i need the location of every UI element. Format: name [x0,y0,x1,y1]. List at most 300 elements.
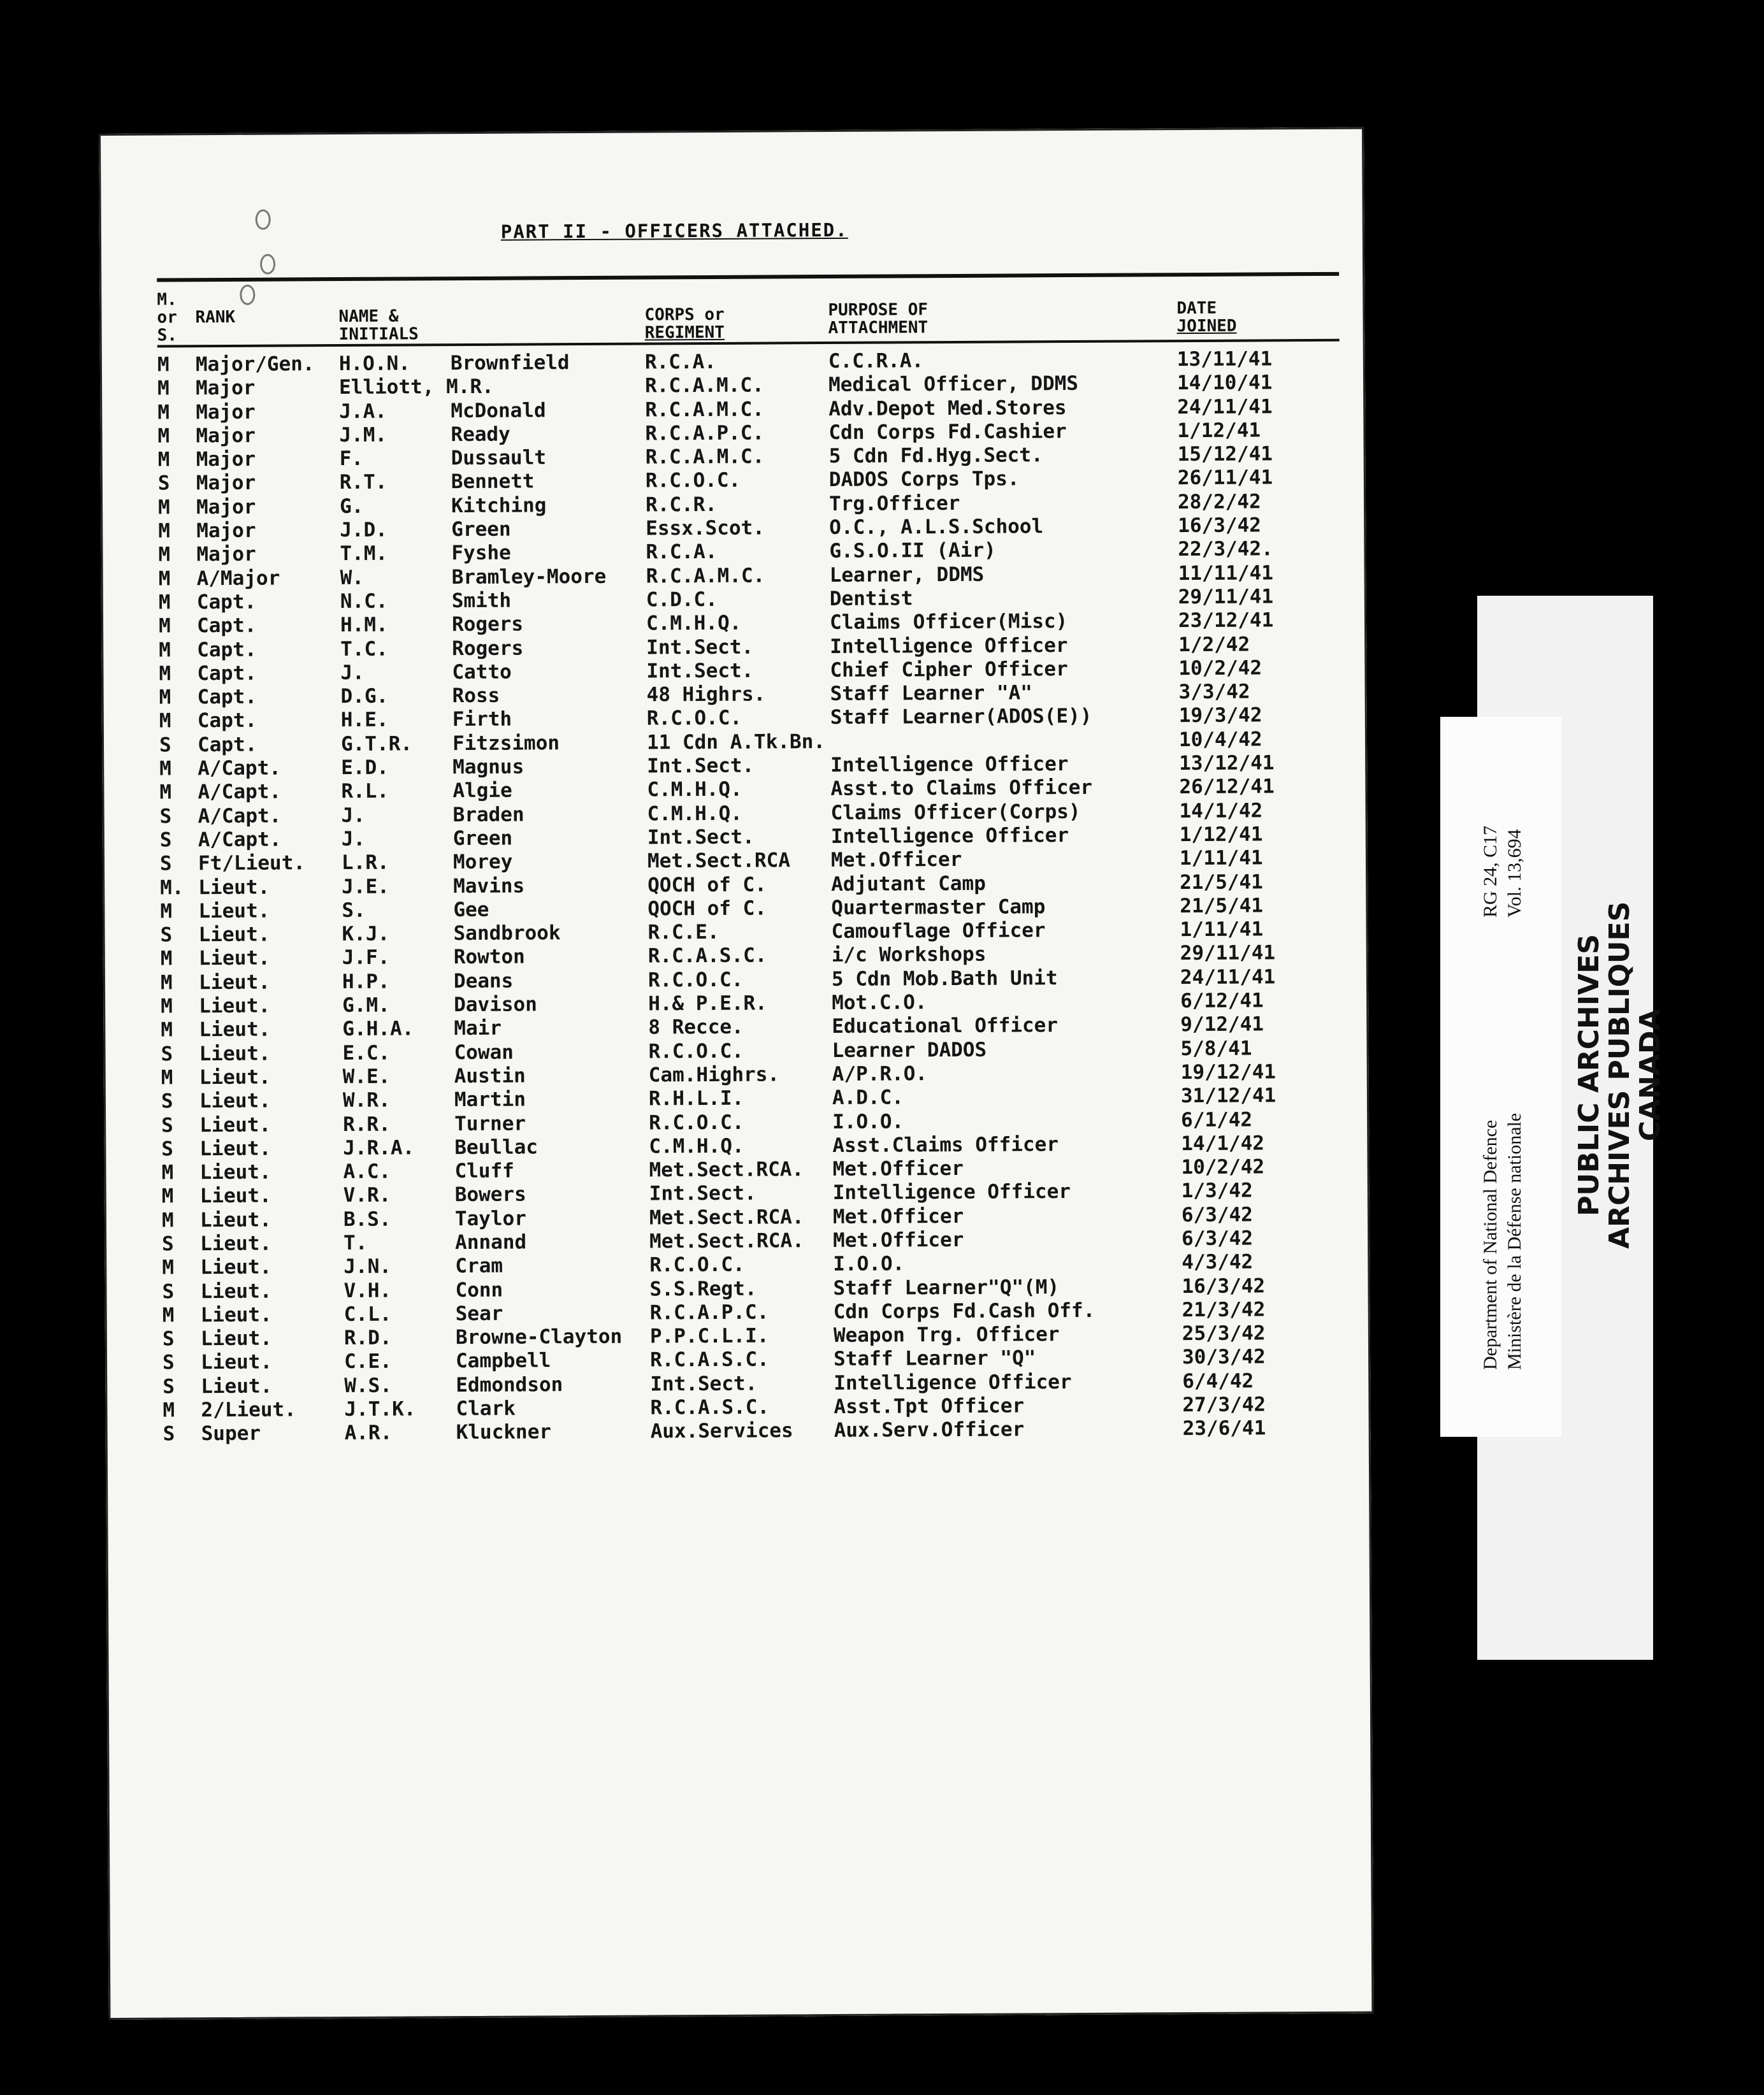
cell-ms: S [161,1042,173,1066]
cell-surname: Martin [454,1088,526,1112]
cell-rank: Super [201,1422,261,1446]
cell-init: J.F. [342,946,390,970]
cell-corps: S.S.Regt. [649,1277,757,1301]
cell-surname: Braden [452,803,524,826]
cell-date: 23/12/41 [1178,608,1274,633]
cell-purpose: Staff Learner "Q" [833,1346,1036,1371]
cell-init: G. [339,494,364,518]
cell-corps: R.C.A.S.C. [650,1395,770,1420]
cell-surname: Conn [455,1278,503,1302]
cell-date: 14/10/41 [1176,371,1273,395]
cell-surname: Clark [456,1397,516,1421]
cell-corps: C.D.C. [646,587,718,612]
cell-surname: Mavins [453,874,525,898]
cell-init: J.E. [342,875,389,898]
cell-corps: Essx.Scot. [646,516,765,540]
cell-ms: M [157,401,170,424]
cell-surname: Morey [452,850,513,874]
cell-rank: Lieut. [198,899,270,923]
cell-init: J.N. [343,1255,392,1279]
cell-rank: Major [196,472,256,495]
document-page [99,127,1373,2020]
header-top-rule [157,272,1339,282]
cell-purpose: Chief Cipher Officer [830,657,1068,682]
cell-ms: M [157,448,170,472]
cell-corps: R.C.A. [646,540,718,564]
cell-rank: Lieut. [198,947,270,970]
cell-corps: R.C.O.C. [649,1253,745,1277]
cell-date: 1/11/41 [1179,846,1263,870]
cell-rank: Lieut. [199,994,271,1018]
cell-date: 10/2/42 [1181,1155,1265,1179]
cell-rank: Lieut. [199,1160,271,1184]
cell-date: 4/3/42 [1182,1250,1254,1274]
header-mors: M. or S. [157,290,178,345]
cell-purpose: Learner DADOS [832,1038,987,1062]
cell-date: 10/4/42 [1178,728,1262,751]
cell-ms: M. [160,875,184,900]
cell-surname: Gee [453,898,489,921]
cell-rank: Lieut. [201,1374,273,1398]
cell-surname: Sear [455,1302,503,1325]
cell-corps: Aux.Services [650,1419,793,1443]
cell-purpose: Dentist [829,587,913,610]
cell-purpose: Intelligence Officer [830,633,1068,658]
cell-date: 6/3/42 [1182,1227,1254,1251]
cell-date: 6/1/42 [1181,1108,1253,1132]
header-purpose: PURPOSE OF ATTACHMENT [828,300,929,338]
cell-corps: H.& P.E.R. [648,991,767,1016]
cell-corps: R.C.A.P.C. [645,421,765,445]
cell-corps: QOCH of C. [647,873,767,897]
cell-corps: Met.Sect.RCA. [649,1158,804,1182]
cell-surname: Ready [451,422,510,447]
cell-rank: Lieut. [198,875,270,899]
cell-date: 24/11/41 [1177,394,1273,419]
cell-corps: R.C.A.M.C. [645,445,765,469]
cell-ms: M [162,1304,175,1327]
cell-rank: Lieut. [201,1351,273,1374]
cell-rank: Major [195,377,256,400]
cell-ms: M [157,353,170,377]
cell-date: 1/12/41 [1177,419,1261,443]
cell-corps: C.M.H.Q. [649,1134,744,1158]
cell-purpose: I.O.O. [832,1109,904,1134]
cell-init: F. [339,447,364,471]
cell-ms: M [157,424,170,448]
cell-date: 19/12/41 [1180,1060,1276,1084]
cell-rank: Ft/Lieut. [198,851,306,875]
cell-purpose: Claims Officer(Misc) [829,610,1068,635]
cell-purpose: Met.Officer [830,848,962,872]
cell-purpose: Asst.to Claims Officer [830,776,1093,801]
cell-date: 16/3/42 [1178,514,1261,538]
cell-init: J. [341,827,366,851]
cell-purpose: Cdn Corps Fd.Cashier [828,419,1067,444]
cell-corps: R.H.L.I. [648,1086,744,1111]
cell-init: T.C. [340,637,388,661]
cell-ms: M [158,543,171,566]
cell-rank: Lieut. [200,1303,272,1327]
cell-ms: M [161,1161,174,1184]
cell-ms: M [161,1018,173,1042]
cell-date: 6/12/41 [1180,989,1264,1013]
cell-ms: M [161,1209,174,1232]
cell-ms: M [159,686,171,709]
cell-corps: R.C.O.C. [649,1111,744,1135]
cell-date: 29/11/41 [1180,941,1276,965]
cell-rank: Major/Gen. [195,352,315,377]
cell-surname: Annand [455,1230,527,1255]
cell-surname: Rogers [451,612,524,637]
cell-surname: Brownfield [450,351,570,375]
cell-surname: Cowan [454,1040,514,1064]
cell-date: 1/11/41 [1180,918,1264,942]
cell-surname: Smith [451,589,512,613]
cell-init: E.C. [342,1041,391,1065]
cell-date: 28/2/42 [1177,490,1261,514]
cell-init: A.R. [344,1421,393,1445]
cell-ms: M [157,496,170,519]
cell-corps: R.C.R. [645,493,718,517]
cell-init: V.H. [343,1279,392,1302]
cell-date: 14/1/42 [1179,799,1263,823]
cell-date: 10/2/42 [1178,656,1262,680]
archive-stamp-line: PUBLIC ARCHIVES [1573,933,1605,1216]
cell-purpose: Asst.Claims Officer [832,1132,1059,1157]
cell-corps: 48 Highrs. [646,682,766,707]
cell-rank: A/Major [196,566,280,590]
archive-stamp-line: CANADA [1634,1009,1666,1142]
cell-date: 30/3/42 [1182,1345,1266,1369]
cell-corps: R.C.O.C. [646,707,742,730]
cell-date: 9/12/41 [1180,1012,1264,1037]
cell-ms: M [161,995,173,1018]
cell-ms: M [159,638,171,662]
cell-init: G.M. [342,993,390,1018]
cell-purpose: Learner, DDMS [829,563,985,587]
cell-corps: R.C.A. [644,350,716,374]
punch-hole [240,285,255,305]
cell-ms: M [159,757,171,781]
cell-init: T. [343,1231,368,1255]
cell-corps: R.C.O.C. [645,469,741,493]
header-name: NAME & INITIALS [338,306,419,345]
cell-ms: S [162,1279,175,1304]
cell-surname: Sandbrook [453,921,561,946]
cell-init: J. [340,661,365,684]
cell-corps: R.C.A.S.C. [647,944,767,968]
cell-ms: M [158,614,171,638]
cell-surname: Green [451,517,511,542]
punch-hole [260,254,275,275]
cell-init: N.C. [340,589,388,613]
cell-corps: QOCH of C. [647,896,767,921]
archive-stamp [1574,902,1666,1249]
cell-rank: Lieut. [199,1042,271,1065]
cell-init: R.T. [339,471,387,494]
cell-ms: M [158,591,171,614]
cell-purpose: Adjutant Camp [831,872,986,896]
page-title: PART II - OFFICERS ATTACHED. [500,219,848,243]
cell-init: S. [342,898,366,922]
cell-ms: S [161,1090,173,1113]
department-fr: Ministère de la Défense nationale [1504,1112,1525,1370]
cell-corps: Int.Sect. [650,1372,758,1396]
cell-corps: Int.Sect. [646,635,754,659]
cell-rank: A/Capt. [198,804,282,828]
cell-purpose: Adv.Depot Med.Stores [828,396,1067,421]
cell-rank: Lieut. [200,1279,272,1303]
cell-corps: Int.Sect. [649,1182,756,1206]
cell-ms: M [161,1184,174,1208]
cell-rank: Lieut. [200,1232,272,1256]
cell-ms: S [162,1232,174,1256]
cell-surname: Turner [454,1112,526,1135]
cell-ms: S [162,1327,175,1351]
cell-surname: Davison [454,993,537,1017]
cell-init: J.R.A. [343,1136,415,1160]
cell-ms: S [159,733,171,757]
cell-init: E.D. [341,756,389,780]
cell-corps: R.C.A.M.C. [645,398,765,422]
cell-purpose: Quartermaster Camp [831,895,1046,919]
cell-ms: S [157,472,170,496]
cell-init: H.O.N. [338,352,410,376]
cell-corps: Int.Sect. [646,659,754,683]
cell-rank: 2/Lieut. [201,1398,296,1422]
cell-corps: Met.Sect.RCA. [649,1205,804,1230]
cell-rank: Lieut. [199,1065,271,1090]
cell-init: R.L. [341,779,389,803]
cell-date: 21/3/42 [1182,1298,1266,1322]
reference-volume: Vol. 13,694 [1504,829,1525,918]
reference-text [1478,826,1527,918]
cell-rank: Capt. [196,614,257,638]
cell-surname: Algie [452,779,512,803]
cell-init: A.C. [343,1160,391,1184]
cell-rank: Lieut. [199,1089,271,1113]
cell-surname: Catto [452,660,512,684]
cell-surname: Fitzsimon [452,731,560,755]
cell-purpose: Intelligence Officer [830,752,1069,777]
cell-ms: M [158,567,171,591]
cell-init: R.D. [343,1326,392,1350]
cell-init: J.T.K. [344,1397,416,1422]
cell-init: Elliott, M.R. [338,375,494,400]
cell-corps: C.M.H.Q. [647,802,743,826]
cell-surname: Green [452,826,513,851]
cell-rank: Major [196,400,256,424]
cell-init: D.G. [340,684,389,709]
cell-date: 23/6/41 [1182,1416,1266,1441]
cell-rank: Lieut. [199,1208,272,1232]
cell-surname: Magnus [452,755,524,779]
cell-purpose: 5 Cdn Mob.Bath Unit [831,966,1058,991]
cell-rank: Major [196,424,256,448]
cell-date: 26/11/41 [1177,466,1273,490]
cell-init: G.T.R. [340,732,413,756]
cell-date: 6/3/42 [1181,1203,1253,1227]
cell-corps: Met.Sect.RCA. [649,1229,804,1253]
cell-purpose: Met.Officer [832,1204,964,1228]
cell-rank: A/Capt. [198,828,282,852]
cell-ms: S [160,923,173,947]
reference-group: RG 24, C17 [1480,825,1501,918]
cell-rank: Capt. [197,709,257,733]
cell-corps: P.P.C.L.I. [649,1324,769,1348]
cell-rank: Major [196,495,256,519]
cell-surname: Bramley-Moore [451,565,607,589]
cell-ms: M [157,377,170,400]
cell-surname: Campbell [456,1349,551,1373]
cell-date: 1/3/42 [1181,1179,1253,1203]
cell-date: 6/4/42 [1182,1369,1254,1393]
cell-surname: Bowers [454,1183,526,1207]
header-rank: RANK [195,307,236,328]
cell-corps: Cam.Highrs. [648,1063,780,1087]
cell-init: C.E. [344,1350,392,1374]
cell-corps: R.C.A.M.C. [646,564,765,588]
cell-init: W.R. [342,1088,391,1112]
cell-init: W. [340,566,365,589]
cell-surname: Deans [453,969,514,993]
cell-ms: M [160,971,173,995]
cell-corps: R.C.O.C. [648,1039,744,1063]
cell-surname: Mair [454,1017,502,1040]
cell-purpose: Mot.C.O. [832,991,927,1015]
cell-ms: S [159,852,172,875]
cell-corps: C.M.H.Q. [646,611,742,635]
cell-purpose: Staff Learner(ADOS(E)) [830,705,1092,730]
cell-purpose: Aux.Serv.Officer [834,1418,1025,1443]
cell-purpose: Educational Officer [832,1014,1059,1039]
cell-init: H.E. [340,709,389,732]
cell-rank: Lieut. [199,1018,271,1042]
cell-surname: Firth [452,708,512,731]
cell-purpose: A/P.R.O. [832,1062,928,1086]
header-corps: CORPS or REGIMENT [644,305,725,343]
cell-ms: S [161,1113,173,1137]
cell-date: 29/11/41 [1178,585,1274,609]
cell-surname: Kluckner [456,1420,552,1444]
cell-corps: R.C.A.S.C. [649,1348,769,1372]
cell-surname: Edmondson [456,1372,563,1397]
header-bottom-rule [157,339,1340,348]
cell-init: J.A. [339,400,387,423]
cell-ms: M [162,1256,175,1279]
cell-ms: S [163,1375,175,1399]
cell-purpose: Weapon Trg. Officer [833,1323,1060,1348]
cell-purpose: I.O.O. [833,1252,905,1276]
cell-surname: Cluff [454,1159,514,1183]
officer-table [157,347,1348,1446]
cell-date: 24/11/41 [1180,965,1276,989]
cell-corps: R.C.A.M.C. [644,373,764,398]
cell-rank: Lieut. [199,1113,271,1137]
cell-surname: Ross [452,684,500,708]
cell-rank: Capt. [197,638,257,661]
cell-rank: Capt. [197,685,257,709]
cell-init: J.D. [340,518,388,542]
cell-init: W.S. [344,1374,393,1397]
cell-date: 1/12/41 [1179,823,1263,847]
cell-surname: Dussault [451,446,547,470]
cell-init: H.P. [342,970,390,993]
cell-purpose: Staff Learner"Q"(M) [833,1275,1060,1300]
cell-ms: S [159,828,172,852]
cell-date: 31/12/41 [1180,1084,1276,1108]
cell-ms: M [159,781,172,804]
cell-purpose: Trg.Officer [828,491,960,515]
cell-date: 11/11/41 [1178,561,1274,585]
cell-date: 21/5/41 [1180,894,1264,918]
cell-ms: M [159,709,171,733]
cell-rank: A/Capt. [198,780,282,804]
cell-purpose: Cdn Corps Fd.Cash Off. [833,1299,1095,1323]
cell-date: 13/12/41 [1179,751,1275,775]
cell-init: B.S. [343,1207,391,1231]
cell-date: 5/8/41 [1180,1037,1252,1060]
cell-purpose: DADOS Corps Tps. [828,467,1020,492]
cell-purpose: Intelligence Officer [830,823,1069,848]
cell-corps: 8 Recce. [648,1016,744,1039]
cell-rank: Major [196,447,256,472]
cell-corps: R.C.E. [647,921,719,944]
cell-ms: S [163,1351,175,1374]
header-date: DATE JOINED [1176,298,1237,336]
cell-purpose: O.C., A.L.S.School [829,515,1044,540]
cell-init: H.M. [340,613,388,637]
cell-purpose: C.C.R.A. [828,349,924,373]
cell-ms: M [163,1399,175,1422]
cell-rank: Major [196,543,256,566]
cell-corps: R.C.O.C. [647,968,744,992]
cell-date: 19/3/42 [1178,703,1262,728]
cell-date: 26/12/41 [1179,775,1275,799]
cell-rank: Lieut. [198,923,270,947]
cell-purpose: G.S.O.II (Air) [829,539,996,563]
cell-ms: M [161,1066,173,1090]
cell-corps: Int.Sect. [647,825,755,849]
cell-init: J. [341,803,366,827]
cell-purpose: Claims Officer(Corps) [830,800,1081,824]
cell-init: R.R. [343,1112,391,1136]
cell-corps: R.C.A.P.C. [649,1300,769,1325]
cell-init: T.M. [340,542,388,566]
cell-corps: Int.Sect. [647,754,755,778]
cell-surname: Austin [454,1064,526,1088]
cell-surname: Rowton [453,945,525,969]
cell-purpose: Medical Officer, DDMS [828,372,1079,397]
cell-surname: McDonald [451,398,546,422]
cell-rank: Lieut. [200,1327,272,1351]
cell-rank: Capt. [197,733,257,756]
cell-date: 14/1/42 [1181,1132,1265,1155]
cell-init: K.J. [342,922,390,946]
cell-corps: Met.Sect.RCA [647,849,791,873]
cell-purpose: Intelligence Officer [834,1370,1072,1395]
cell-surname: Browne-Clayton [455,1325,623,1350]
cell-date: 15/12/41 [1177,442,1273,466]
cell-ms: M [160,947,173,970]
cell-ms: M [160,900,173,923]
cell-surname: Beullac [454,1135,539,1159]
cell-purpose: 5 Cdn Fd.Hyg.Sect. [828,443,1043,468]
cell-rank: Capt. [196,590,257,614]
cell-rank: A/Capt. [198,756,281,781]
cell-surname: Rogers [452,637,524,660]
